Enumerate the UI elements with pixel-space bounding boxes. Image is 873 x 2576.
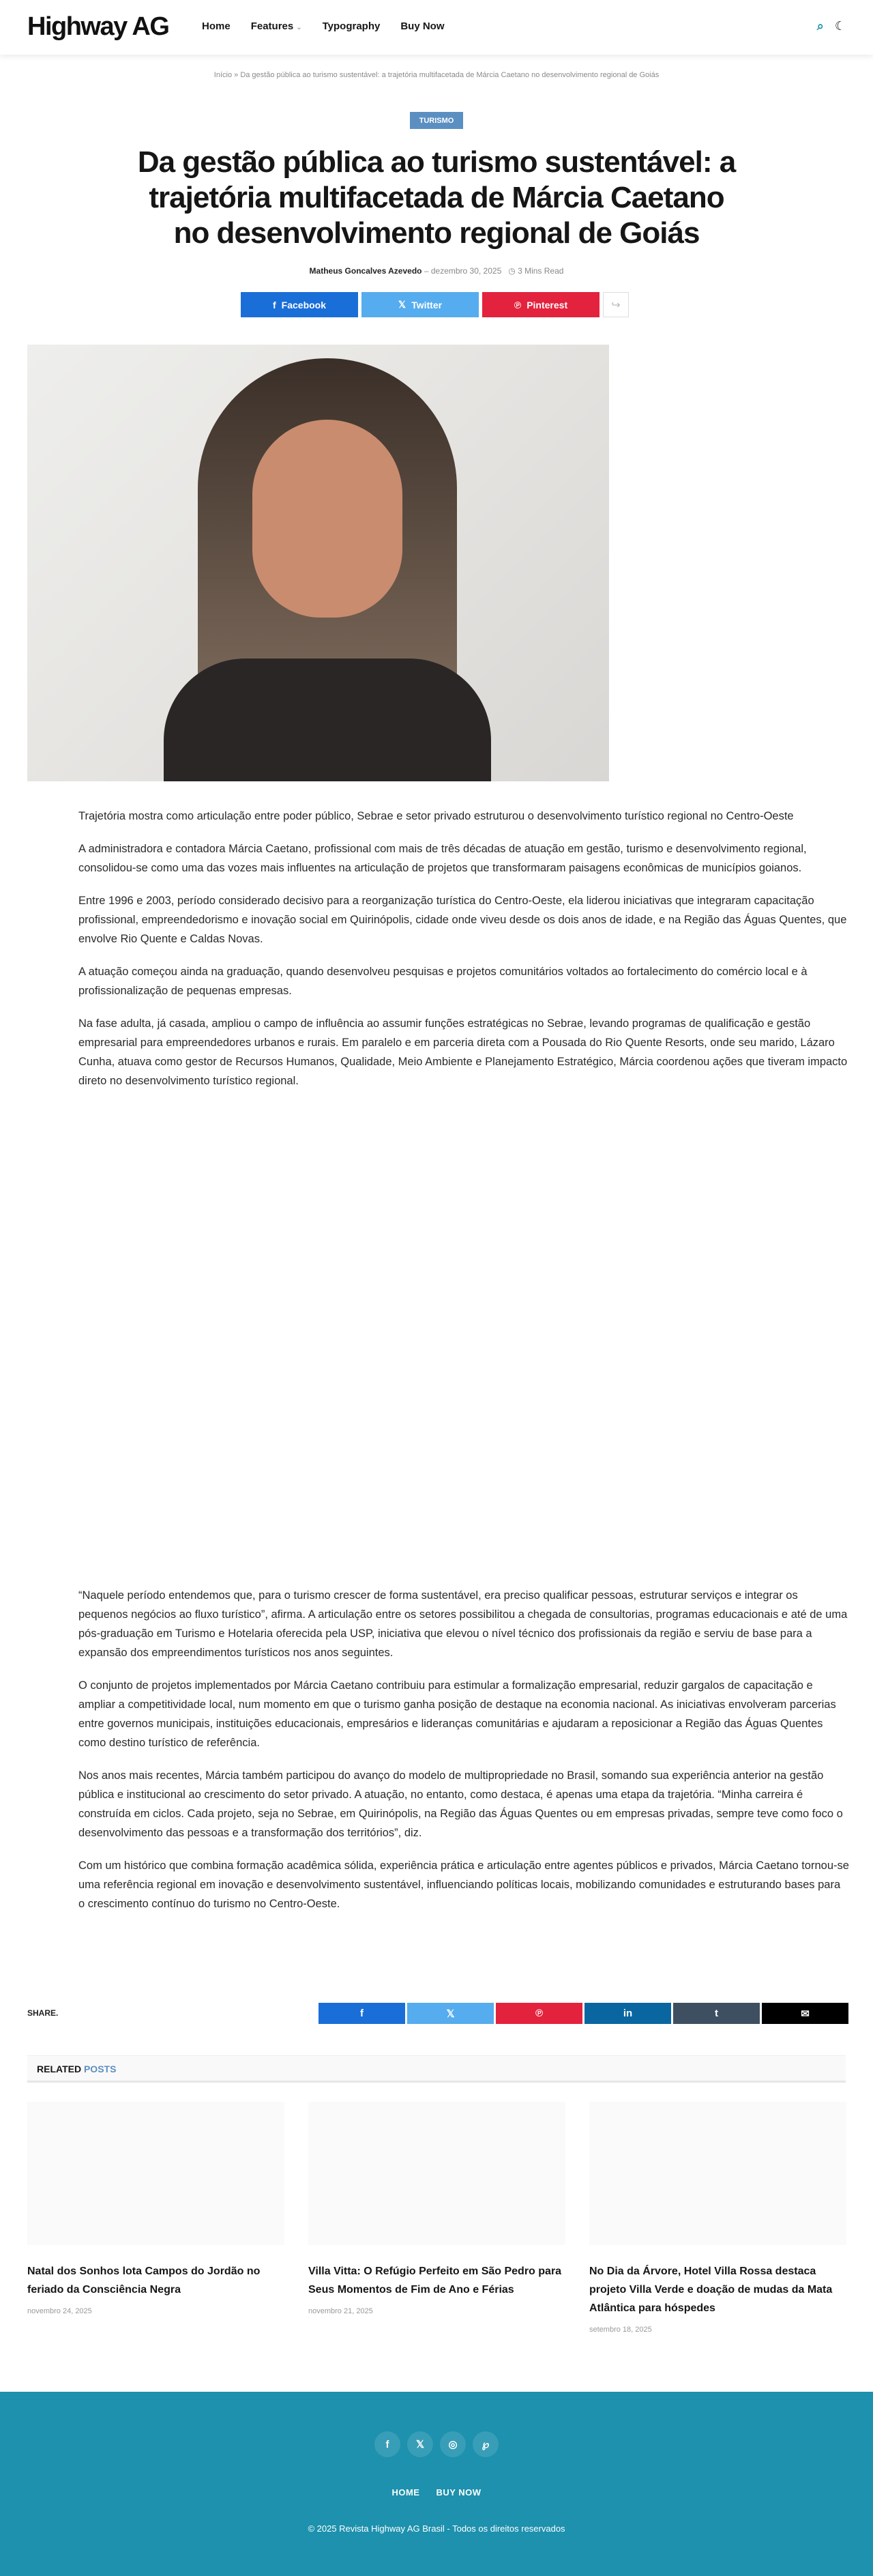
instagram-icon[interactable]: ◎ <box>440 2431 466 2457</box>
clock-icon: ◷ <box>503 266 518 276</box>
breadcrumb-separator: » <box>232 71 241 79</box>
dark-mode-icon[interactable]: ☾ <box>834 19 846 33</box>
post-thumbnail[interactable] <box>589 2102 846 2245</box>
paragraph: O conjunto de projetos implementados por Márcia Caetano contribuiu para estimular a formalização empresarial, reduzir gargalos de capacitação e ampliar a competitividade local, num momento em que o turismo ganha posição de destaque na economia nacional. As iniciativas envolveram parcerias entre governos municipais, instituições educacionais, empresários e lideranças comunitárias e ajudaram a reposicionar a Região das Águas Quentes como destino turístico de referência. <box>78 1679 836 1749</box>
share-pinterest-button[interactable] <box>482 292 600 317</box>
x-icon[interactable]: 𝕏 <box>407 2431 433 2457</box>
pinterest-icon[interactable]: ℘ <box>473 2431 499 2457</box>
breadcrumb <box>0 71 873 79</box>
post-title[interactable]: No Dia da Árvore, Hotel Villa Rossa destaca projeto Villa Verde e doação de mudas da Mata Atlântica para hóspedes <box>589 2266 833 2314</box>
related-posts-heading <box>27 2055 846 2083</box>
post-title[interactable]: Villa Vitta: O Refúgio Perfeito em São Pedro para Seus Momentos de Fim de Ano e Férias <box>308 2266 562 2296</box>
site-header <box>0 0 873 55</box>
footer-link-home[interactable]: HOME <box>391 2487 420 2498</box>
share-buttons <box>319 2003 848 2024</box>
featured-image <box>27 345 609 781</box>
header-actions <box>817 19 846 33</box>
related-post-card[interactable] <box>308 2102 565 2315</box>
share-more-button[interactable] <box>603 292 629 317</box>
post-date: novembro 24, 2025 <box>27 2307 92 2315</box>
footer-social <box>0 2431 873 2457</box>
x-icon: 𝕏 <box>398 299 406 310</box>
copyright: © 2025 Revista Highway AG Brasil - Todos os direitos reservados <box>308 2523 565 2534</box>
post-thumbnail[interactable] <box>308 2102 565 2245</box>
nav-home[interactable]: Home <box>202 20 231 32</box>
share-tumblr-icon[interactable]: t <box>673 2003 760 2024</box>
paragraph: Com um histórico que combina formação acadêmica sólida, experiência prática e articulação entre agentes públicos e privados, Márcia Caetano tornou-se uma referência regional em inovação e desenvolvimento sustentável, influenciando políticas locais, mobilizando comunidades e estruturando bases para o crescimento contínuo do turismo no Centro-Oeste. <box>78 1859 849 1910</box>
share-bottom <box>27 2003 846 2025</box>
footer-link-buy-now[interactable]: BUY NOW <box>436 2487 482 2498</box>
photo-shoulders <box>164 659 491 781</box>
post-thumbnail[interactable] <box>27 2102 284 2245</box>
nav-typography[interactable]: Typography <box>322 20 381 32</box>
share-facebook-button[interactable] <box>241 292 358 317</box>
breadcrumb-current: Da gestão pública ao turismo sustentável: a trajetória multifacetada de Márcia Caetano no desenvolvimento regional de Goiás <box>240 71 660 79</box>
twitter-label: Twitter <box>411 299 443 310</box>
meta-separator: – <box>424 266 431 276</box>
category-badge[interactable]: TURISMO <box>410 112 463 129</box>
share-x-icon[interactable]: 𝕏 <box>407 2003 494 2024</box>
related-heading-accent: POSTS <box>83 2064 117 2074</box>
post-title[interactable]: Natal dos Sonhos lota Campos do Jordão no feriado da Consciência Negra <box>27 2266 261 2296</box>
share-twitter-button[interactable] <box>361 292 479 317</box>
search-icon[interactable]: ⌕ <box>816 19 824 33</box>
post-meta <box>0 266 873 276</box>
paragraph: A atuação começou ainda na graduação, quando desenvolveu pesquisas e projetos comunitários voltados ao fortalecimento do comércio local e à profissionalização de pequenas empresas. <box>78 966 808 997</box>
page-title: Da gestão pública ao turismo sustentável: a trajetória multifacetada de Márcia Caetano no desenvolvimento regional de Goiás <box>137 145 736 250</box>
paragraph: Trajetória mostra como articulação entre poder público, Sebrae e setor privado estruturou o desenvolvimento turístico regional no Centro-Oeste <box>78 810 794 822</box>
footer-nav <box>0 2487 873 2498</box>
paragraph: A administradora e contadora Márcia Caetano, profissional com mais de três décadas de atuação em gestão, turismo e desenvolvimento regional, consolidou-se como uma das vozes mais influentes na articulação de projetos que transformaram paisagens econômicas de municípios goianos. <box>78 843 807 874</box>
facebook-label: Facebook <box>281 299 327 310</box>
facebook-icon[interactable]: f <box>374 2431 400 2457</box>
breadcrumb-home[interactable]: Início <box>213 71 233 79</box>
site-footer <box>0 2392 873 2576</box>
share-linkedin-icon[interactable]: in <box>585 2003 671 2024</box>
read-time: 3 Mins Read <box>518 266 564 276</box>
pinterest-icon: ℗ <box>514 299 522 310</box>
main-nav <box>202 20 445 32</box>
article-body-bottom <box>78 1586 849 1927</box>
author-link[interactable]: Matheus Goncalves Azevedo <box>309 266 422 276</box>
paragraph: “Naquele período entendemos que, para o turismo crescer de forma sustentável, era preciso qualificar pessoas, estruturar serviços e integrar os pequenos negócios ao fluxo turístico”, afirma. A articulação entre os setores possibilitou a chegada de consultorias, programas educacionais e até de uma pós-graduação em Turismo e Hotelaria oferecida pela USP, iniciativa que elevou o nível técnico dos profissionais da região e serviu de base para a expansão dos empreendimentos turísticos nos anos seguintes. <box>78 1589 848 1659</box>
nav-features-label: Features <box>250 20 294 32</box>
share-email-icon[interactable]: ✉ <box>762 2003 848 2024</box>
paragraph: Na fase adulta, já casada, ampliou o campo de influência ao assumir funções estratégicas no Sebrae, levando programas de qualificação e gestão empresarial para empreendedores urbanos e rurais. Em paralelo e em parceria direta com a Pousada do Rio Quente Resorts, onde seu marido, Lázaro Cunha, atuava como gestor de Recursos Humanos, Qualidade, Meio Ambiente e Planejamento Estratégico, Márcia coordenou ações que tiveram impacto direto no desenvolvimento turístico regional. <box>78 1017 848 1087</box>
share-top <box>241 292 629 317</box>
chevron-down-icon: ⌄ <box>296 24 302 31</box>
site-logo[interactable]: Highway AG <box>27 12 169 41</box>
paragraph: Entre 1996 e 2003, período considerado decisivo para a reorganização turística do Centro-Oeste, ela liderou iniciativas que integraram capacitação profissional, empreendedorismo e inovação social em Quirinópolis, cidade onde viveu desde os dois anos de idade, e na Região das Águas Quentes, que envolve Rio Quente e Caldas Novas. <box>78 895 847 945</box>
photo-face <box>252 420 402 618</box>
facebook-icon: f <box>272 299 276 310</box>
related-post-card[interactable] <box>27 2102 284 2315</box>
related-post-card[interactable] <box>589 2102 846 2334</box>
post-date: setembro 18, 2025 <box>589 2326 652 2334</box>
post-date: dezembro 30, 2025 <box>430 266 502 276</box>
share-facebook-icon[interactable]: f <box>319 2003 405 2024</box>
pinterest-label: Pinterest <box>527 299 568 310</box>
share-label: SHARE. <box>27 2008 59 2018</box>
post-date: novembro 21, 2025 <box>308 2307 373 2315</box>
share-pinterest-icon[interactable]: ℗ <box>496 2003 582 2024</box>
share-icon: ↪ <box>611 299 621 311</box>
nav-buy-now[interactable]: Buy Now <box>400 20 445 32</box>
article-body-top <box>78 807 849 1104</box>
nav-features[interactable] <box>251 20 302 32</box>
related-heading-text: RELATED <box>37 2064 82 2074</box>
paragraph: Nos anos mais recentes, Márcia também participou do avanço do modelo de multipropriedade no Brasil, somando sua experiência anterior na gestão pública e institucional ao crescimento do setor privado. A atuação, no entanto, como destaca, é apenas uma etapa da trajetória. “Minha carreira é construída em ciclos. Cada projeto, seja no Sebrae, em Quirinópolis, na Região das Águas Quentes ou em empresas privadas, sempre teve como foco o desenvolvimento das pessoas e a transformação dos territórios”, diz. <box>78 1769 843 1839</box>
